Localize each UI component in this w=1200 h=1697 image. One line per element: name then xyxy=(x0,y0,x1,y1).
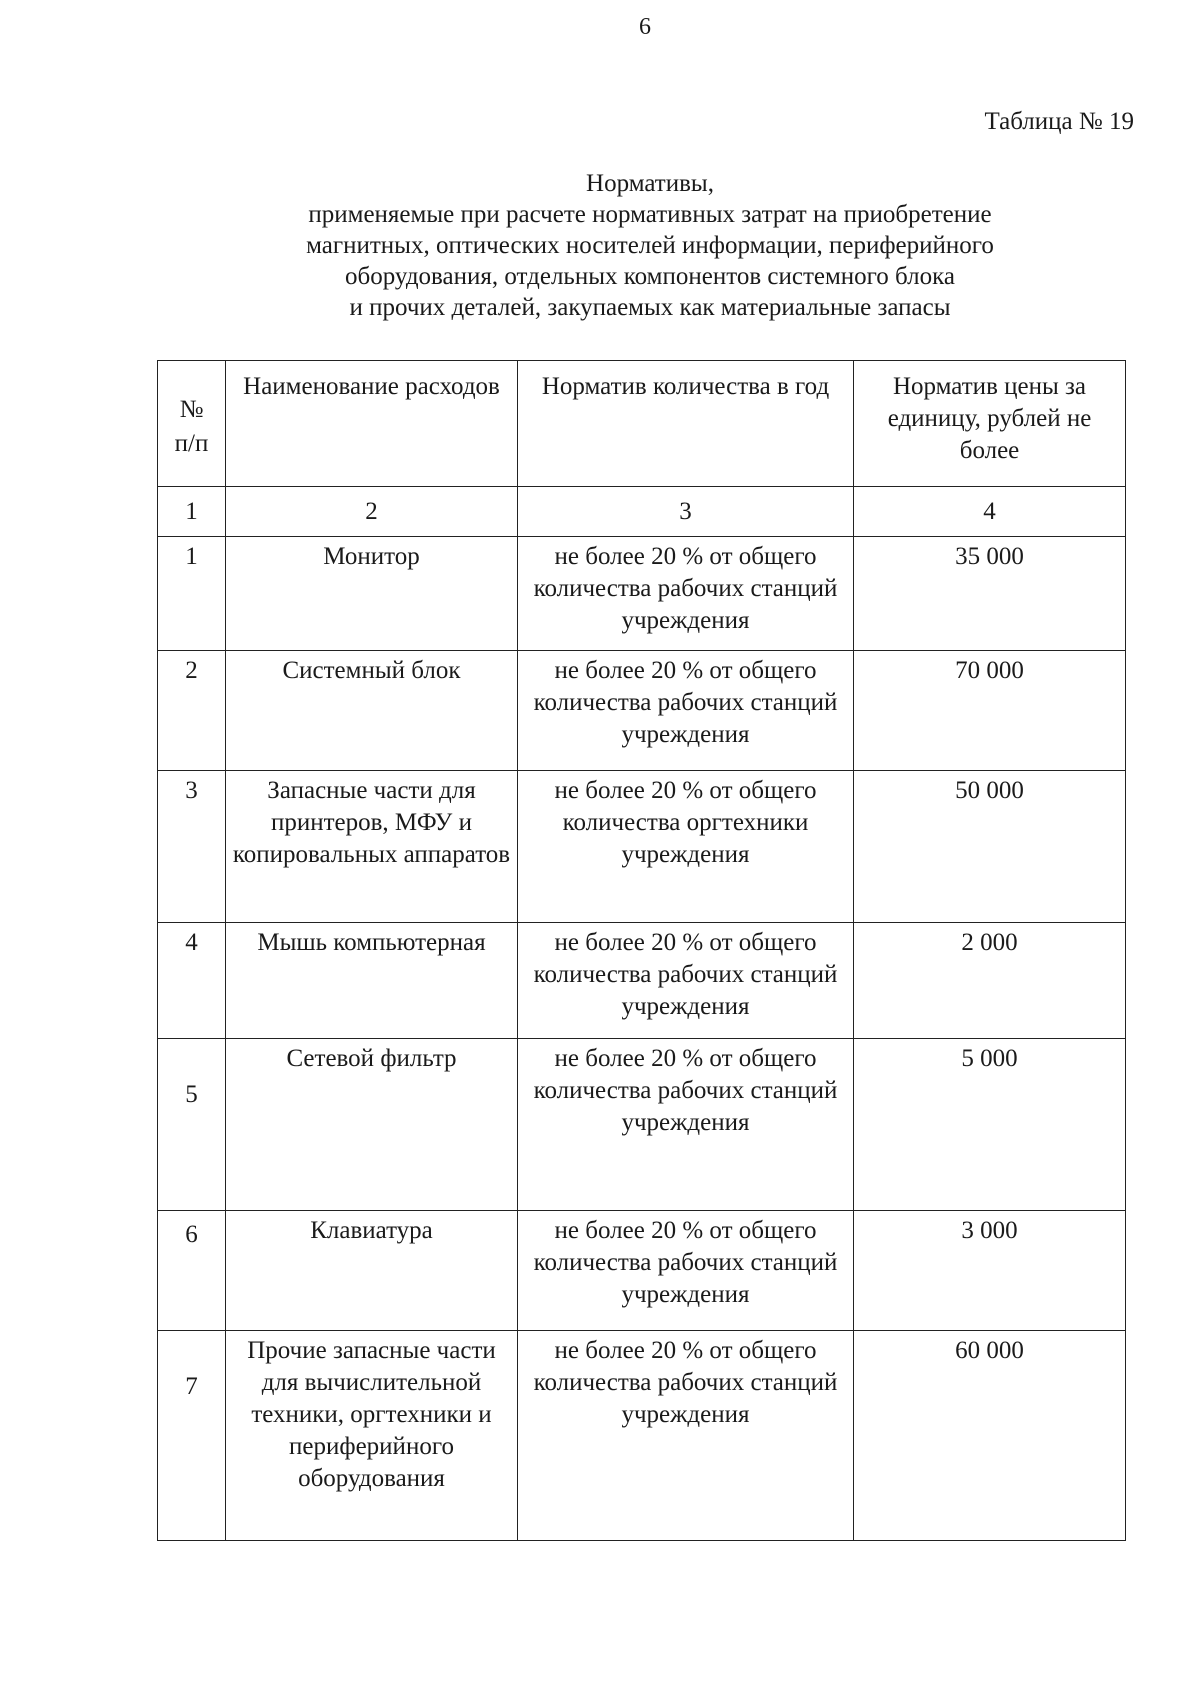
row-number: 6 xyxy=(158,1211,226,1331)
row-price: 50 000 xyxy=(854,771,1126,923)
title-line: применяемые при расчете нормативных затрат на приобретение xyxy=(308,201,992,228)
title-line: и прочих деталей, закупаемых как материальные запасы xyxy=(349,294,951,321)
document-title xyxy=(170,168,1130,323)
row-name: Запасные части для принтеров, МФУ и копировальных аппаратов xyxy=(226,771,518,923)
row-price: 3 000 xyxy=(854,1211,1126,1331)
header-num xyxy=(158,361,226,487)
table-row xyxy=(158,1039,1126,1211)
header-num-line2: п/п xyxy=(174,429,209,457)
column-index: 3 xyxy=(518,487,854,537)
row-number: 5 xyxy=(158,1039,226,1211)
row-name: Сетевой фильтр xyxy=(226,1039,518,1211)
column-index: 2 xyxy=(226,487,518,537)
title-line: магнитных, оптических носителей информации, периферийного xyxy=(306,232,994,259)
row-quantity: не более 20 % от общего количества рабочих станций учреждения xyxy=(518,1039,854,1211)
table-row xyxy=(158,771,1126,923)
page-number: 6 xyxy=(639,14,651,40)
row-name: Монитор xyxy=(226,537,518,651)
row-quantity: не более 20 % от общего количества рабочих станций учреждения xyxy=(518,1331,854,1541)
row-price: 2 000 xyxy=(854,923,1126,1039)
table-header-row xyxy=(158,361,1126,487)
row-price: 60 000 xyxy=(854,1331,1126,1541)
column-index: 4 xyxy=(854,487,1126,537)
table-row xyxy=(158,923,1126,1039)
row-quantity: не более 20 % от общего количества рабочих станций учреждения xyxy=(518,537,854,651)
table-row xyxy=(158,537,1126,651)
row-price: 5 000 xyxy=(854,1039,1126,1211)
table-row xyxy=(158,1211,1126,1331)
row-name: Клавиатура xyxy=(226,1211,518,1331)
norms-table xyxy=(157,360,1126,1541)
row-price: 70 000 xyxy=(854,651,1126,771)
row-name: Прочие запасные части для вычислительной техники, оргтехники и периферийного оборудования xyxy=(226,1331,518,1541)
row-name: Системный блок xyxy=(226,651,518,771)
header-price: Норматив цены за единицу, рублей не более xyxy=(854,361,1126,487)
table-row xyxy=(158,651,1126,771)
column-index-row xyxy=(158,487,1126,537)
row-number: 7 xyxy=(158,1331,226,1541)
row-quantity: не более 20 % от общего количества рабочих станций учреждения xyxy=(518,651,854,771)
header-name: Наименование расходов xyxy=(226,361,518,487)
row-number: 3 xyxy=(158,771,226,923)
row-number: 1 xyxy=(158,537,226,651)
column-index: 1 xyxy=(158,487,226,537)
table-row xyxy=(158,1331,1126,1541)
header-num-line1: № xyxy=(179,395,204,423)
title-line: Нормативы, xyxy=(586,170,714,197)
row-quantity: не более 20 % от общего количества рабочих станций учреждения xyxy=(518,923,854,1039)
row-quantity: не более 20 % от общего количества рабочих станций учреждения xyxy=(518,1211,854,1331)
row-name: Мышь компьютерная xyxy=(226,923,518,1039)
row-price: 35 000 xyxy=(854,537,1126,651)
title-line: оборудования, отдельных компонентов системного блока xyxy=(345,263,955,290)
row-quantity: не более 20 % от общего количества оргтехники учреждения xyxy=(518,771,854,923)
row-number: 2 xyxy=(158,651,226,771)
table-label: Таблица № 19 xyxy=(984,108,1134,135)
header-quantity: Норматив количества в год xyxy=(518,361,854,487)
row-number: 4 xyxy=(158,923,226,1039)
